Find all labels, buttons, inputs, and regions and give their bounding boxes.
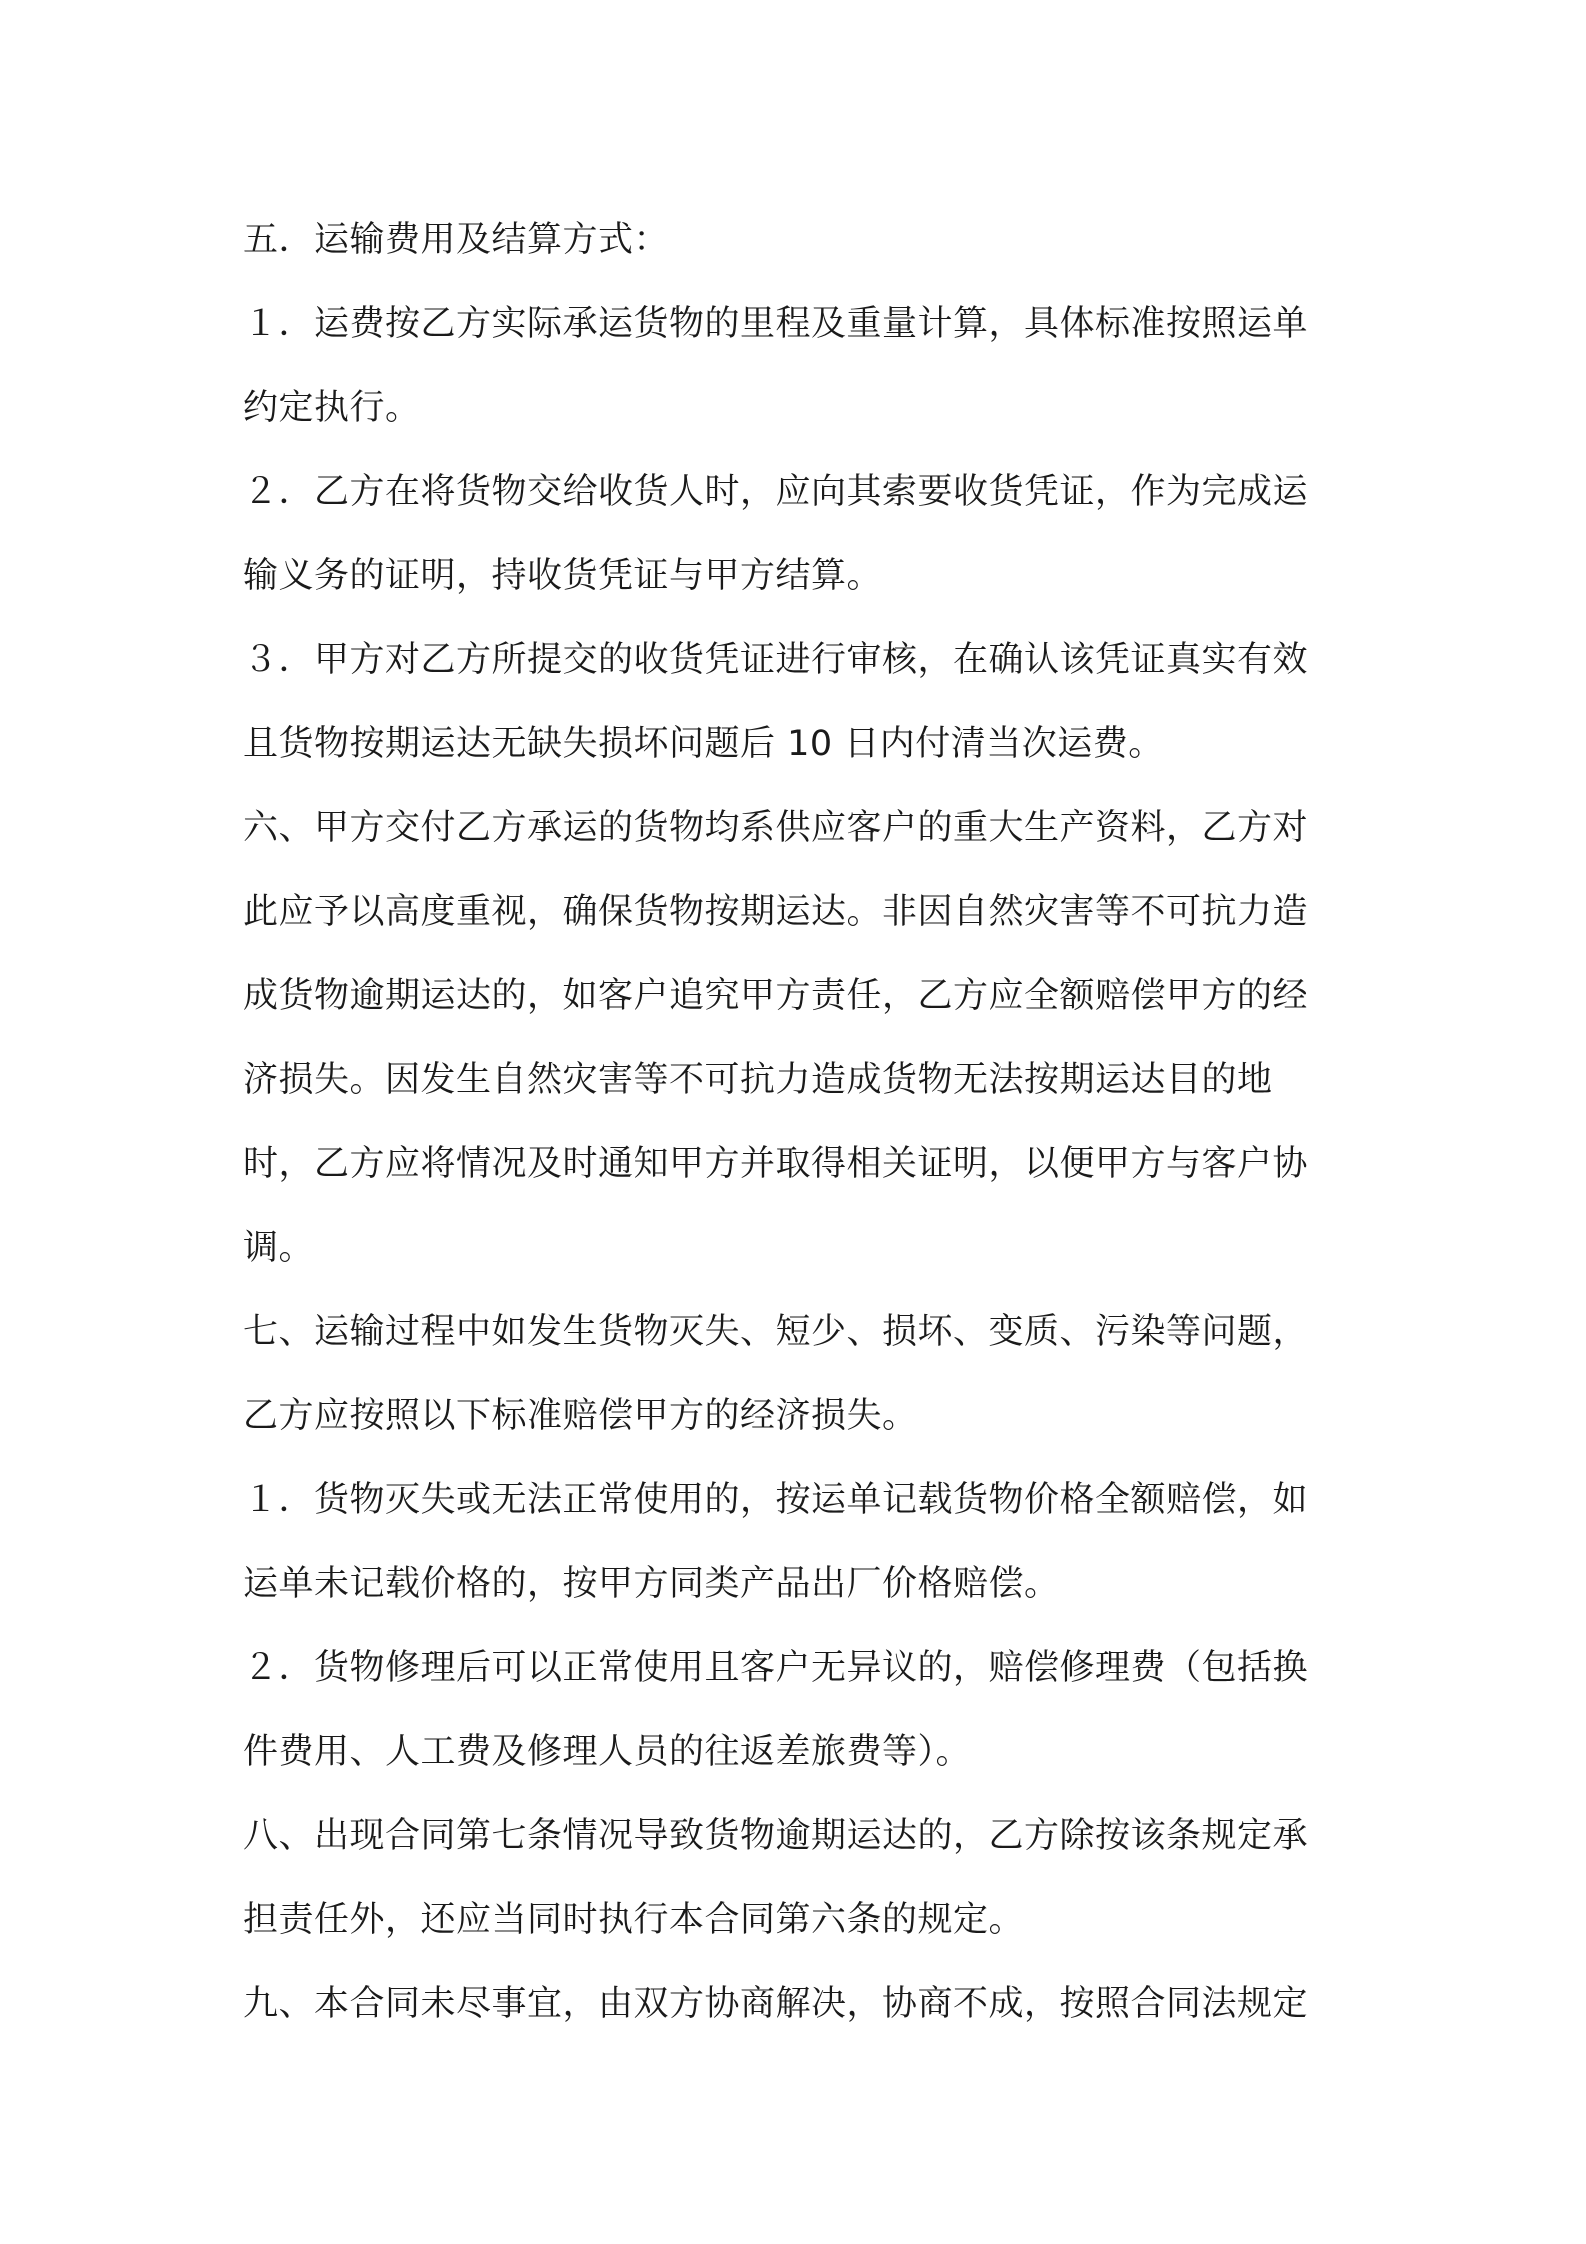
clause-5-3-line-1: ３．甲方对乙方所提交的收货凭证进行审核，在确认该凭证真实有效 bbox=[243, 640, 1309, 680]
clause-5-2-line-1: ２．乙方在将货物交给收货人时，应向其索要收货凭证，作为完成运 bbox=[243, 472, 1309, 512]
clause-5-1-line-1: １．运费按乙方实际承运货物的里程及重量计算，具体标准按照运单 bbox=[243, 304, 1309, 344]
section-8-line-1: 八、出现合同第七条情况导致货物逾期运达的，乙方除按该条规定承 bbox=[243, 1816, 1309, 1856]
section-6-line-5: 时，乙方应将情况及时通知甲方并取得相关证明，以便甲方与客户协 bbox=[243, 1144, 1309, 1184]
contract-body bbox=[243, 198, 1363, 2046]
clause-7-1-line-2: 运单未记载价格的，按甲方同类产品出厂价格赔偿。 bbox=[243, 1564, 1060, 1604]
clause-5-2-line-2: 输义务的证明，持收货凭证与甲方结算。 bbox=[243, 556, 883, 596]
section-7-line-2: 乙方应按照以下标准赔偿甲方的经济损失。 bbox=[243, 1396, 918, 1436]
clause-7-1-line-1: １．货物灭失或无法正常使用的，按运单记载货物价格全额赔偿，如 bbox=[243, 1480, 1309, 1520]
clause-7-2-line-1: ２．货物修理后可以正常使用且客户无异议的，赔偿修理费（包括换 bbox=[243, 1648, 1309, 1688]
section-6-line-6: 调。 bbox=[243, 1228, 315, 1268]
section-8-line-2: 担责任外，还应当同时执行本合同第六条的规定。 bbox=[243, 1900, 1025, 1940]
clause-5-1-line-2: 约定执行。 bbox=[243, 388, 421, 428]
section-6-line-3: 成货物逾期运达的，如客户追究甲方责任，乙方应全额赔偿甲方的经 bbox=[243, 976, 1309, 1016]
section-9-line-1: 九、本合同未尽事宜，由双方协商解决，协商不成，按照合同法规定 bbox=[243, 1984, 1309, 2024]
section-6-line-1: 六、甲方交付乙方承运的货物均系供应客户的重大生产资料，乙方对 bbox=[243, 808, 1309, 848]
clause-5-3-line-2: 且货物按期运达无缺失损坏问题后 10 日内付清当次运费。 bbox=[243, 724, 1164, 764]
section-5-heading: 五．运输费用及结算方式： bbox=[243, 220, 670, 260]
section-7-line-1: 七、运输过程中如发生货物灭失、短少、损坏、变质、污染等问题， bbox=[243, 1312, 1309, 1352]
section-6-line-4: 济损失。因发生自然灾害等不可抗力造成货物无法按期运达目的地 bbox=[243, 1060, 1273, 1100]
clause-7-2-line-2: 件费用、人工费及修理人员的往返差旅费等）。 bbox=[243, 1732, 972, 1772]
section-6-line-2: 此应予以高度重视，确保货物按期运达。非因自然灾害等不可抗力造 bbox=[243, 892, 1309, 932]
